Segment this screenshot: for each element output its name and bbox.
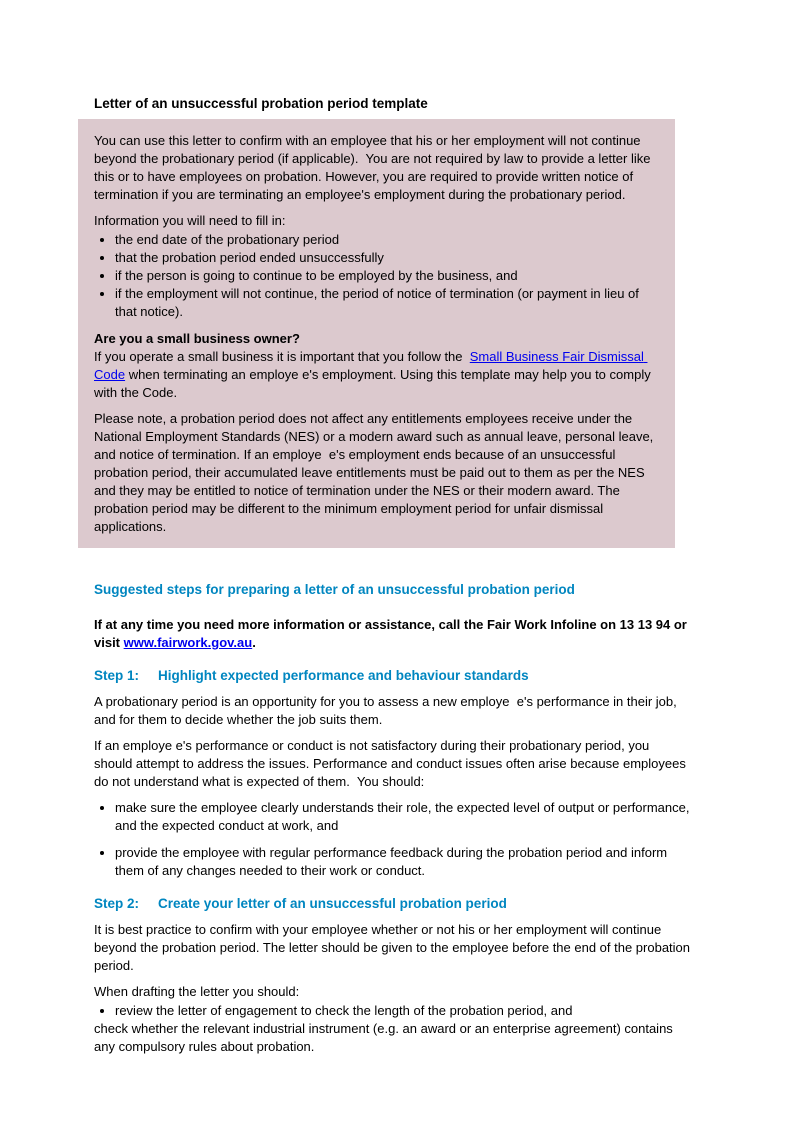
step-2-list [94,1002,691,1020]
step-1-paragraph-2: If an employe e's performance or conduct is not satisfactory during their probationary period, you should attempt to address the issues. Performance and conduct issues often arise because employees do not understand what is expected of them. You should: [94,738,690,789]
step-1-label: Step 1: [94,668,140,683]
list-item: • review the letter of engagement to check the length of the probation period, and [115,1002,691,1020]
step-2-paragraph-1: It is best practice to confirm with your employee whether or not his or her employment will continue beyond the probation period. The letter should be given to the employee before the end of the probation period. [94,922,694,973]
small-business-heading: Are you a small business owner? [94,331,300,346]
fill-in-label: Information you will need to fill in: [94,213,286,228]
document-title: Letter of an unsuccessful probation period template [94,96,428,111]
step-1-heading [94,667,691,684]
document-body [94,96,694,1064]
infoline-paragraph [94,616,691,652]
list-item: • make sure the employee clearly understands their role, the expected level of output or performance, and the expected conduct at work, and [115,799,691,835]
please-note-paragraph: Please note, a probation period does not affect any entitlements employees receive under the National Employment Standards (NES) or a modern award such as annual leave, personal leave, and notice of termination. If an employe e's employment ends because of an unsuccessful probation period, their accumulated leave entitlements must be paid out to them as per the NES and they may be entitled to notice of termination under the NES or their modern award. The probation period may be different to the minimum employment period for unfair dismissal applications. [94,411,657,534]
step-2-title: Create your letter of an unsuccessful probation period [158,896,507,911]
text-segment: . [252,635,256,650]
list-item: • if the person is going to continue to be employed by the business, and [115,267,659,285]
fairwork-website-link[interactable]: www.fairwork.gov.au [123,635,253,650]
list-item: • provide the employee with regular performance feedback during the probation period and inform them of any changes needed to their work or conduct. [115,844,691,880]
small-business-paragraph [94,348,659,402]
text-segment: If at any time you need more information or assistance, call the Fair Work Infoline on 13 13 94 or visit [94,617,691,650]
step-2-paragraph-2: When drafting the letter you should: [94,984,300,999]
step-2-heading [94,895,691,912]
step-2-label: Step 2: [94,896,140,911]
text-segment: If you operate a small business it is important that you follow the [94,349,470,364]
intro-paragraph: You can use this letter to confirm with an employee that his or her employment will not continue beyond the probationary period (if applicable). You are not required by law to provide a letter like this or to have employees on probation. However, you are required to provide written notice of termination if you are terminating an employee's employment during the probationary period. [94,133,655,202]
small-business-fair-dismissal-code-link[interactable]: Small Business Fair Dismissal Code [94,349,648,382]
fill-in-list [94,231,659,321]
steps-section-heading: Suggested steps for preparing a letter of an unsuccessful probation period [94,582,575,597]
step-1-title: Highlight expected performance and behaviour standards [158,668,529,683]
step-2-paragraph-3: check whether the relevant industrial instrument (e.g. an award or an enterprise agreement) contains any compulsory rules about probation. [94,1021,677,1054]
step-1-paragraph-1: A probationary period is an opportunity for you to assess a new employe e's performance in their job, and for them to decide whether the job suits them. [94,694,681,727]
list-item: • the end date of the probationary period [115,231,659,249]
step-1-list [94,799,694,880]
list-item: • if the employment will not continue, the period of notice of termination (or payment in lieu of that notice). [115,285,659,321]
info-box [78,119,675,548]
text-segment: when terminating an employe e's employment. Using this template may help you to comply with the Code. [94,367,655,400]
list-item: • that the probation period ended unsuccessfully [115,249,659,267]
